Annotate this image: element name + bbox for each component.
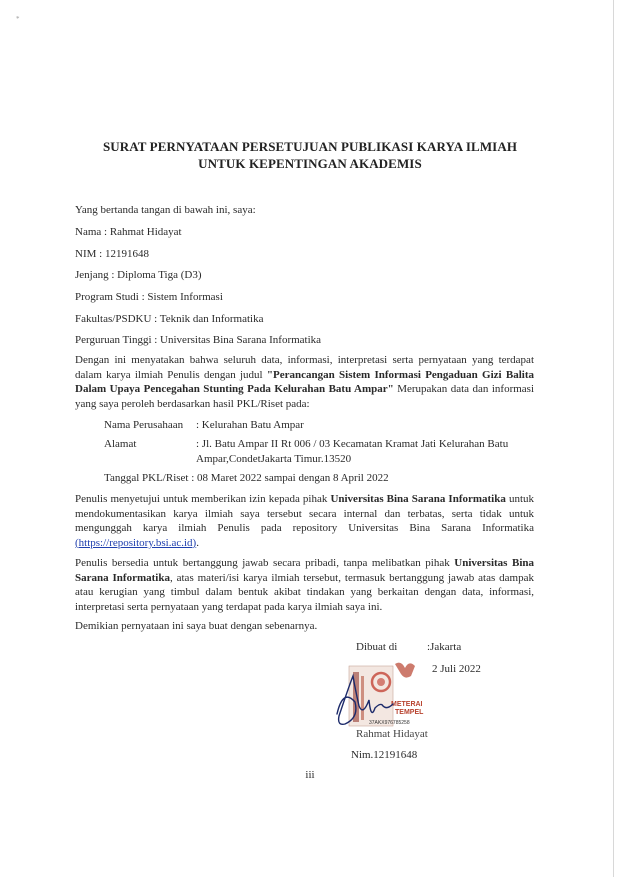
intro-text: Yang bertanda tangan di bawah ini, saya: (75, 204, 256, 216)
company-address-label: Alamat (104, 438, 137, 450)
field-jenjang: Jenjang : Diploma Tiga (D3) (75, 269, 202, 281)
consent-paragraph (75, 492, 534, 550)
meterai-stamp-signature (335, 652, 427, 734)
signer-nim: Nim.12191648 (351, 749, 418, 761)
responsibility-post: , atas materi/isi karya ilmiah tersebut, termasuk bertanggung jawab atas dampak atau kerugian yang timbul dalam bentuk akibat tindakan yang berkaitan dengan data, informasi, interpretasi serta pernyataan yang terdapat pada karya ilmiah saya ini. (75, 571, 534, 613)
statement-paragraph (75, 353, 534, 411)
document-title-line-2: UNTUK KEPENTINGAN AKADEMIS (198, 156, 422, 171)
page-edge (613, 0, 614, 877)
place-value: :Jakarta (427, 641, 462, 653)
field-nama: Nama : Rahmat Hidayat (75, 226, 182, 238)
company-address-value: : Jl. Batu Ampar II Rt 006 / 03 Kecamatan Kramat Jati Kelurahan Batu Ampar,CondetJakarta Timur.13520 (196, 438, 509, 465)
stamp-text-tempel: TEMPEL (395, 709, 424, 716)
thesis-title: "Perancangan Sistem Informasi Pengaduan Gizi Balita Dalam Upaya Pencegahan Stunting Pada Kelurahan Batu Ampar" (75, 368, 535, 396)
field-nim: NIM : 12191648 (75, 248, 149, 260)
repository-link[interactable]: (https://repository.bsi.ac.id) (75, 536, 197, 549)
statement-pre: Dengan ini menyatakan bahwa seluruh data, informasi, interpretasi serta pernyataan yang terdapat dalam karya ilmiah Penulis dengan judul (75, 354, 534, 381)
company-name-label: Nama Perusahaan (104, 419, 184, 431)
stamp-text-meterai: METERAI (391, 701, 423, 708)
sign-date: 2 Juli 2022 (432, 663, 481, 675)
company-name-value: : Kelurahan Batu Ampar (196, 419, 304, 431)
pkl-date: Tanggal PKL/Riset : 08 Maret 2022 sampai dengan 8 April 2022 (104, 472, 389, 484)
field-fakultas: Fakultas/PSDKU : Teknik dan Informatika (75, 313, 264, 325)
consent-mid: untuk mendokumentasikan karya ilmiah saya tersebut secara internal dan terbatas, serta tidak untuk mengunggah karya ilmiah Penulis pada repository Universitas Bina Sarana Informatika (75, 493, 534, 535)
field-perguruan-tinggi: Perguruan Tinggi : Universitas Bina Sarana Informatika (75, 334, 322, 346)
stamp-serial: 37AKX976785258 (369, 720, 410, 726)
closing-text: Demikian pernyataan ini saya buat dengan sebenarnya. (75, 620, 318, 632)
corner-mark: * (16, 15, 20, 23)
responsibility-paragraph (75, 556, 534, 614)
responsibility-pre: Penulis bersedia untuk bertanggung jawab secara pribadi, tanpa melibatkan pihak (75, 557, 455, 569)
consent-pre: Penulis menyetujui untuk memberikan izin kepada pihak (75, 493, 331, 505)
place-label: Dibuat di (356, 641, 398, 653)
field-program-studi: Program Studi : Sistem Informasi (75, 291, 223, 303)
consent-end: . (196, 536, 199, 549)
responsibility-university: Universitas Bina Sarana Informatika (75, 557, 534, 584)
consent-university: Universitas Bina Sarana Informatika (330, 493, 506, 505)
statement-post: Merupakan data dan informasi yang saya peroleh berdasarkan hasil PKL/Riset pada: (75, 383, 535, 410)
document-title-line-1: SURAT PERNYATAAN PERSETUJUAN PUBLIKASI KARYA ILMIAH (102, 139, 518, 154)
signer-name: Rahmat Hidayat (356, 728, 428, 740)
page-number: iii (305, 769, 315, 781)
